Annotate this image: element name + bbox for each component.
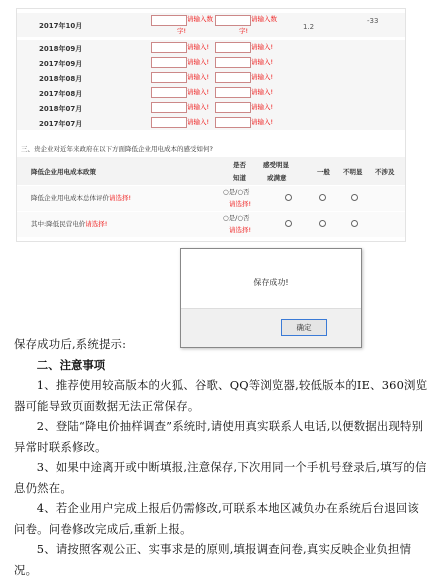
warn-text: 请输入!: [187, 73, 210, 81]
value-input[interactable]: [151, 15, 187, 26]
document-text: [14, 334, 428, 580]
warn-text: 请输入!: [187, 118, 210, 126]
radio-satisfied[interactable]: [285, 220, 292, 227]
value-text: 1.2: [303, 23, 315, 31]
success-dialog: [180, 248, 362, 348]
month-label: 2017年09月: [39, 60, 83, 68]
form-screenshot: [16, 8, 406, 242]
table-row: [17, 212, 405, 237]
value-input[interactable]: [215, 72, 251, 83]
select-warning: 请选择!: [229, 226, 252, 234]
note-item: 5、请按照客观公正、实事求是的原则,填报调查问卷,真实反映企业负担情况。: [14, 542, 412, 577]
warn-text: 请输入!: [187, 58, 210, 66]
value-input[interactable]: [151, 72, 187, 83]
header-know: 是否: [233, 161, 246, 169]
month-row: [17, 70, 405, 86]
radio-not-obvious[interactable]: [351, 220, 358, 227]
header-normal: 一般: [317, 168, 330, 176]
row-label: 降低企业用电成本总体评价请选择!: [31, 194, 132, 202]
month-label: 2018年07月: [39, 105, 83, 113]
note-item: 3、如果中途离开或中断填报,注意保存,下次用同一个手机号登录后,填写的信息仍然在。: [14, 460, 427, 495]
month-label: 2017年07月: [39, 120, 83, 128]
note-item: 2、登陆“降电价抽样调查”系统时,请使用真实联系人电话,以便数据出现特别异常时联系修改。: [14, 419, 424, 454]
warn-text: 请输入数: [251, 15, 277, 23]
value-input[interactable]: [151, 117, 187, 128]
caption: 保存成功后,系统提示:: [14, 337, 127, 351]
warn-text: 请输入数: [187, 15, 213, 23]
radio-not-obvious[interactable]: [351, 194, 358, 201]
know-options[interactable]: ○是/○否: [223, 214, 250, 222]
header-satisfied: 或满意: [267, 174, 287, 182]
dialog-message: 保存成功!: [253, 278, 289, 287]
value-input[interactable]: [215, 42, 251, 53]
warn-text: 请输入!: [251, 88, 274, 96]
value-text: -33: [367, 17, 379, 25]
section-title: 二、注意事项: [36, 357, 106, 372]
header-not-obvious: 不明显: [343, 168, 363, 176]
warn-text: 请输入!: [187, 43, 210, 51]
month-label: 2018年09月: [39, 45, 83, 53]
value-input[interactable]: [215, 87, 251, 98]
header-not-applicable: 不涉及: [375, 168, 395, 176]
month-row: [17, 100, 405, 116]
value-input[interactable]: [151, 102, 187, 113]
value-input[interactable]: [215, 57, 251, 68]
warn-text: 请输入!: [187, 88, 210, 96]
radio-satisfied[interactable]: [285, 194, 292, 201]
warn-text: 请输入!: [187, 103, 210, 111]
table-header: [17, 157, 405, 185]
warn-text: 请输入!: [251, 58, 274, 66]
value-input[interactable]: [215, 117, 251, 128]
select-warning: 请选择!: [229, 200, 252, 208]
header-policy: 降低企业用电成本政策: [31, 168, 96, 176]
ok-button[interactable]: 确定: [281, 319, 327, 336]
warn-text: 字!: [239, 27, 249, 35]
value-input[interactable]: [215, 15, 251, 26]
month-row: [17, 85, 405, 101]
radio-normal[interactable]: [319, 220, 326, 227]
header-satisfied: 感受明显: [263, 161, 289, 169]
radio-normal[interactable]: [319, 194, 326, 201]
header-know: 知道: [233, 174, 246, 182]
month-row: [17, 55, 405, 71]
warn-text: 请输入!: [251, 43, 274, 51]
row-label: 其中:降低民营电价请选择!: [31, 220, 108, 228]
month-row: [17, 13, 405, 38]
value-input[interactable]: [151, 87, 187, 98]
month-label: 2018年08月: [39, 75, 83, 83]
know-options[interactable]: ○是/○否: [223, 188, 250, 196]
table-row: [17, 186, 405, 211]
warn-text: 请输入!: [251, 73, 274, 81]
value-input[interactable]: [151, 42, 187, 53]
warn-text: 请输入!: [251, 103, 274, 111]
month-label: 2017年08月: [39, 90, 83, 98]
note-item: 1、推荐使用较高版本的火狐、谷歌、QQ等浏览器,较低版本的IE、360浏览器可能导致页面数据无法正常保存。: [14, 378, 428, 413]
note-item: 4、若企业用户完成上报后仍需修改,可联系本地区减负办在系统后台退回该问卷。问卷修改完成后,重新上报。: [14, 501, 419, 536]
warn-text: 请输入!: [251, 118, 274, 126]
warn-text: 字!: [177, 27, 187, 35]
value-input[interactable]: [151, 57, 187, 68]
value-input[interactable]: [215, 102, 251, 113]
month-row: [17, 115, 405, 131]
month-row: [17, 40, 405, 56]
question-3-title: 三、贵企业对近年来政府在以下方面降低企业用电成本的感受如何?: [21, 145, 213, 153]
month-label: 2017年10月: [39, 22, 83, 30]
